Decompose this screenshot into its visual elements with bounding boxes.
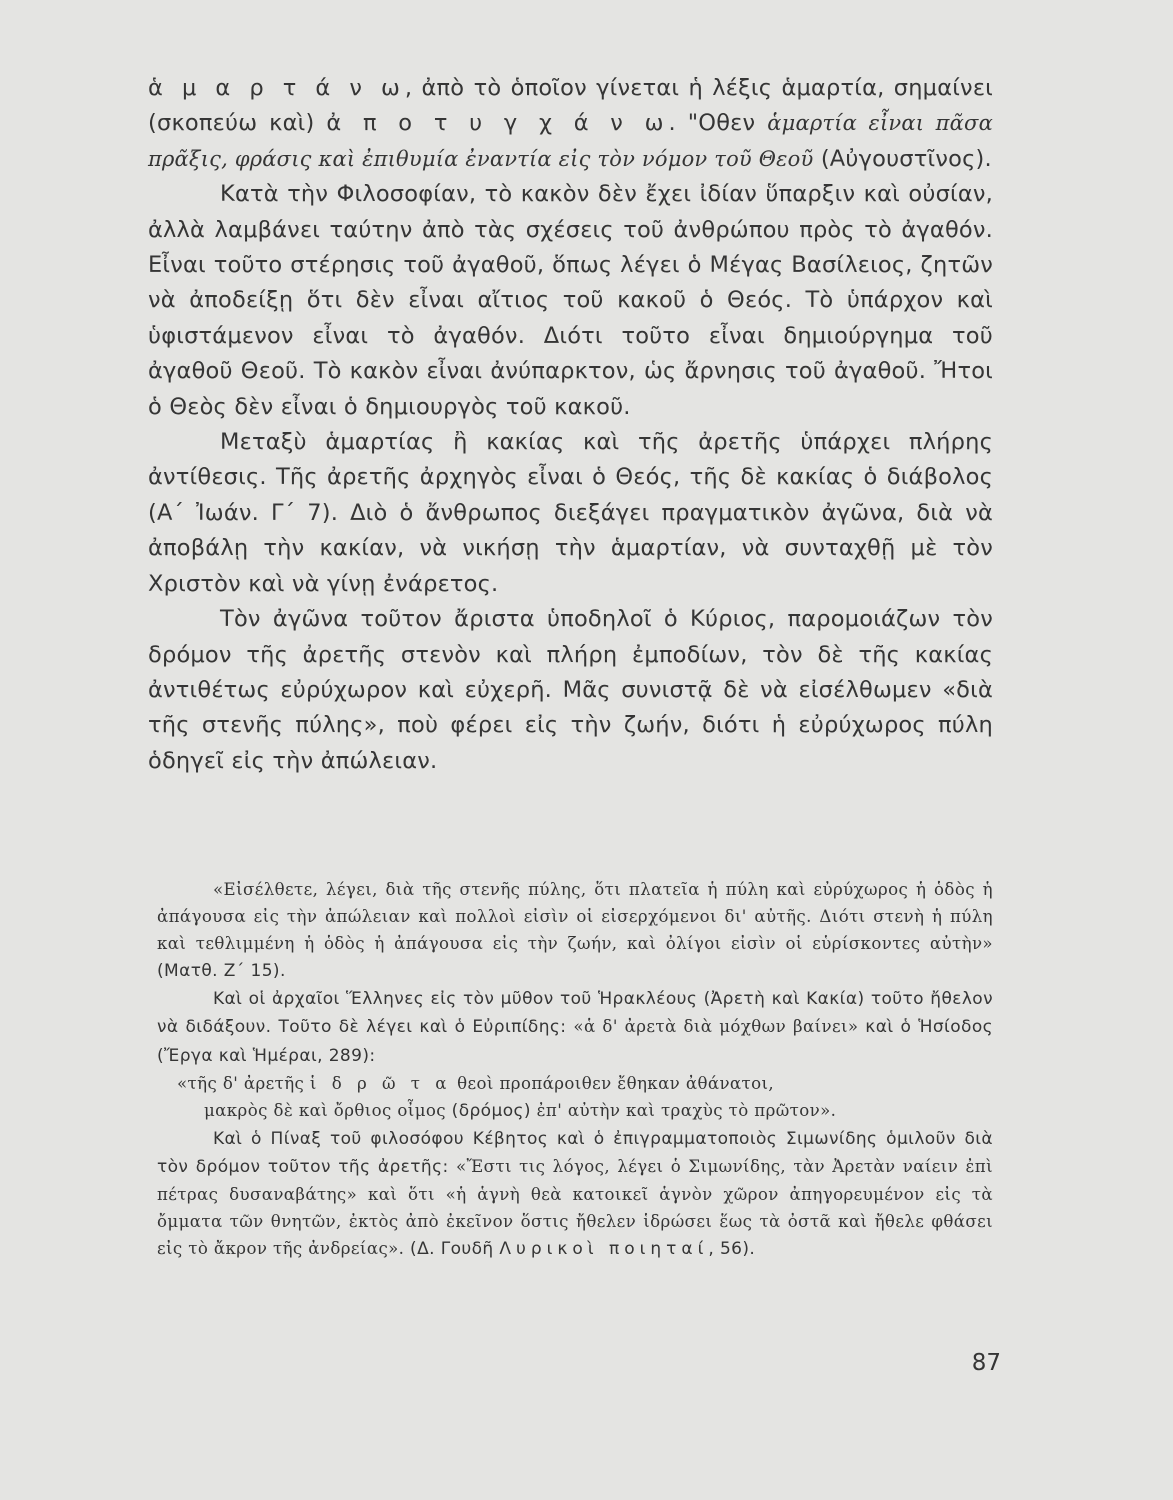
note-2-euripides-quote: «ἁ δ' ἀρετὰ διὰ μόχθων βαίνει» bbox=[573, 1017, 866, 1037]
note-3-text: Καὶ ὁ Πίναξ τοῦ φιλοσόφου Κέβητος καὶ ὁ ἐπιγραμματοποιὸς Σιμωνίδης ὁμιλοῦν διὰ τὸν δρόμον τοῦτον τῆς ἀρετῆς: bbox=[157, 1128, 993, 1177]
verse-2-c: ἐπ' αὐτὴν καὶ τραχὺς τὸ πρῶτον». bbox=[530, 1100, 837, 1120]
paragraph-1-text-a: , ἀπὸ τὸ ὁποῖον γίνεται ἡ λέξις ἁμαρτία, σημαίνει (σκοπεύω καὶ) bbox=[148, 75, 993, 137]
note-1-quote: «Εἰσέλθετε, λέγει, διὰ τῆς στενῆς πύλης, ὅτι πλατεῖα ἡ πύλη καὶ εὐρύχωρος ἡ ὁδὸς ἡ ἀπάγουσα εἰς τὴν ἀπώλειαν καὶ πολλοὶ εἰσὶν οἱ εἰσερχόμενοι δι' αὐτῆς. Διότι στενὴ ἡ πύλη καὶ τεθλιμμένη ἡ ὁδὸς ἡ ἀπάγουσα εἰς τὴν ζωήν, καὶ ὀλίγοι εἰσὶν οἱ εὑρίσκοντες αὐτὴν» bbox=[157, 880, 993, 954]
note-2 bbox=[157, 985, 993, 1069]
verse-2-gloss: (δρόμος) bbox=[451, 1100, 531, 1121]
verse-1-spaced: ἱ δ ρ ῶ τ α bbox=[309, 1073, 452, 1093]
paragraph-4: Τὸν ἀγῶνα τοῦτον ἄριστα ὑποδηλοῖ ὁ Κύριος, παρομοιάζων τὸν δρόμον τῆς ἀρετῆς στενὸν καὶ πλήρη ἐμποδίων, τὸν δὲ τῆς κακίας ἀντιθέτως εὐρύχωρον καὶ εὐχερῆ. Μᾶς συνιστᾷ δὲ νὰ εἰσέλθωμεν «διὰ τῆς στενῆς πύλης», ποὺ φέρει εἰς τὴν ζωήν, διότι ἡ εὐρύχωρος πύλη ὁδηγεῖ εἰς τὴν ἀπώλειαν. bbox=[148, 606, 993, 774]
note-1-reference: (Ματθ. Ζ΄ 15). bbox=[157, 961, 286, 982]
spaced-word-apotygchano: ἀ π ο τ υ γ χ ά ν ω bbox=[326, 110, 669, 137]
note-3-ref-author: (Δ. Γουδῆ bbox=[410, 1239, 500, 1260]
italic-definition: ἁμαρτία εἶναι πᾶσα πρᾶξις, φράσις καὶ ἐπιθυμία ἐναντία εἰς τὸν νόμον τοῦ Θεοῦ bbox=[148, 111, 993, 171]
verse-1-c: θεοὶ προπάροιθεν ἔθηκαν ἀθάνατοι, bbox=[451, 1073, 775, 1093]
verse-1-a: «τῆς δ' ἀρετῆς bbox=[177, 1073, 310, 1093]
paragraph-2: Κατὰ τὴν Φιλοσοφίαν, τὸ κακὸν δὲν ἔχει ἰδίαν ὕπαρξιν καὶ οὐσίαν, ἀλλὰ λαμβάνει ταύτην ἀπὸ τὰς σχέσεις τοῦ ἀνθρώπου πρὸς τὸ ἀγαθόν. Εἶναι τοῦτο στέρησις τοῦ ἀγαθοῦ, ὅπως λέγει ὁ Μέγας Βασίλειος, ζητῶν νὰ ἀποδείξῃ ὅτι δὲν εἶναι αἴτιος τοῦ κακοῦ ὁ Θεός. Τὸ ὑπάρχον καὶ ὑφιστάμενον εἶναι τὸ ἀγαθόν. Διότι τοῦτο εἶναι δημιούργημα τοῦ ἀγαθοῦ Θεοῦ. Τὸ κακὸν εἶναι ἀνύπαρκτον, ὡς ἄρνησις τοῦ ἀγαθοῦ. Ἤτοι ὁ Θεὸς δὲν εἶναι ὁ δημιουργὸς τοῦ κακοῦ. bbox=[148, 181, 993, 420]
paragraph-1-text-b: . "Οθεν bbox=[668, 110, 768, 137]
paragraph-1 bbox=[148, 71, 993, 177]
verse-line-1 bbox=[157, 1070, 993, 1097]
verse-2-a: μακρὸς δὲ καὶ ὄρθιος οἶμος bbox=[204, 1100, 452, 1120]
main-text bbox=[148, 71, 993, 779]
spaced-word-amartano: ἁ μ α ρ τ ά ν ω bbox=[148, 75, 405, 101]
note-3-ref-title: Λυρικοὶ ποιηταί bbox=[499, 1239, 709, 1260]
note-2-hesiod: καὶ ὁ Ἡσίοδος (Ἔργα καὶ Ἡμέραι, 289): bbox=[157, 1017, 993, 1066]
paragraph-1-citation: (Αὐγουστῖνος). bbox=[813, 145, 992, 172]
note-3-quote: «Ἔστι τις λόγος, λέγει ὁ Σιμωνίδης, τὰν Ἀρετὰν ναίειν ἐπὶ πέτρας δυσαναβάτης» καὶ ὅτι «ἡ ἁγνὴ θεὰ κατοικεῖ ἁγνὸν χῶρον ἀπηγορευμένον εἰς τὰ ὄμματα τῶν θνητῶν, ἐκτὸς ἀπὸ ἐκεῖνον ὅστις ἤθελεν ἱδρώσει ἕως τὰ ὀστᾶ καὶ ἤθελε φθάσει εἰς τὸ ἄκρον τῆς ἀνδρείας». bbox=[157, 1156, 993, 1259]
note-3-ref-page: , 56). bbox=[708, 1239, 756, 1260]
note-3 bbox=[157, 1125, 993, 1263]
note-2-text: Καὶ οἱ ἀρχαῖοι Ἕλληνες εἰς τὸν μῦθον τοῦ Ἡρακλέους (Ἀρετὴ καὶ Κακία) τοῦτο ἤθελον νὰ διδάξουν. Τοῦτο δὲ λέγει καὶ ὁ Εὐριπίδης: bbox=[157, 989, 993, 1038]
verse-line-2 bbox=[157, 1097, 993, 1125]
page-number: 87 bbox=[971, 1350, 1001, 1376]
note-1 bbox=[157, 876, 993, 985]
notes-section bbox=[157, 876, 993, 1263]
paragraph-3: Μεταξὺ ἁμαρτίας ἢ κακίας καὶ τῆς ἀρετῆς ὑπάρχει πλήρης ἀντίθεσις. Τῆς ἀρετῆς ἀρχηγὸς εἶναι ὁ Θεός, τῆς δὲ κακίας ὁ διάβολος (Α΄ Ἰωάν. Γ΄ 7). Διὸ ὁ ἄνθρωπος διεξάγει πραγματικὸν ἀγῶνα, διὰ νὰ ἀποβάλῃ τὴν κακίαν, νὰ νικήσῃ τὴν ἁμαρτίαν, νὰ συνταχθῇ μὲ τὸν Χριστὸν καὶ νὰ γίνῃ ἐνάρετος. bbox=[148, 429, 993, 597]
